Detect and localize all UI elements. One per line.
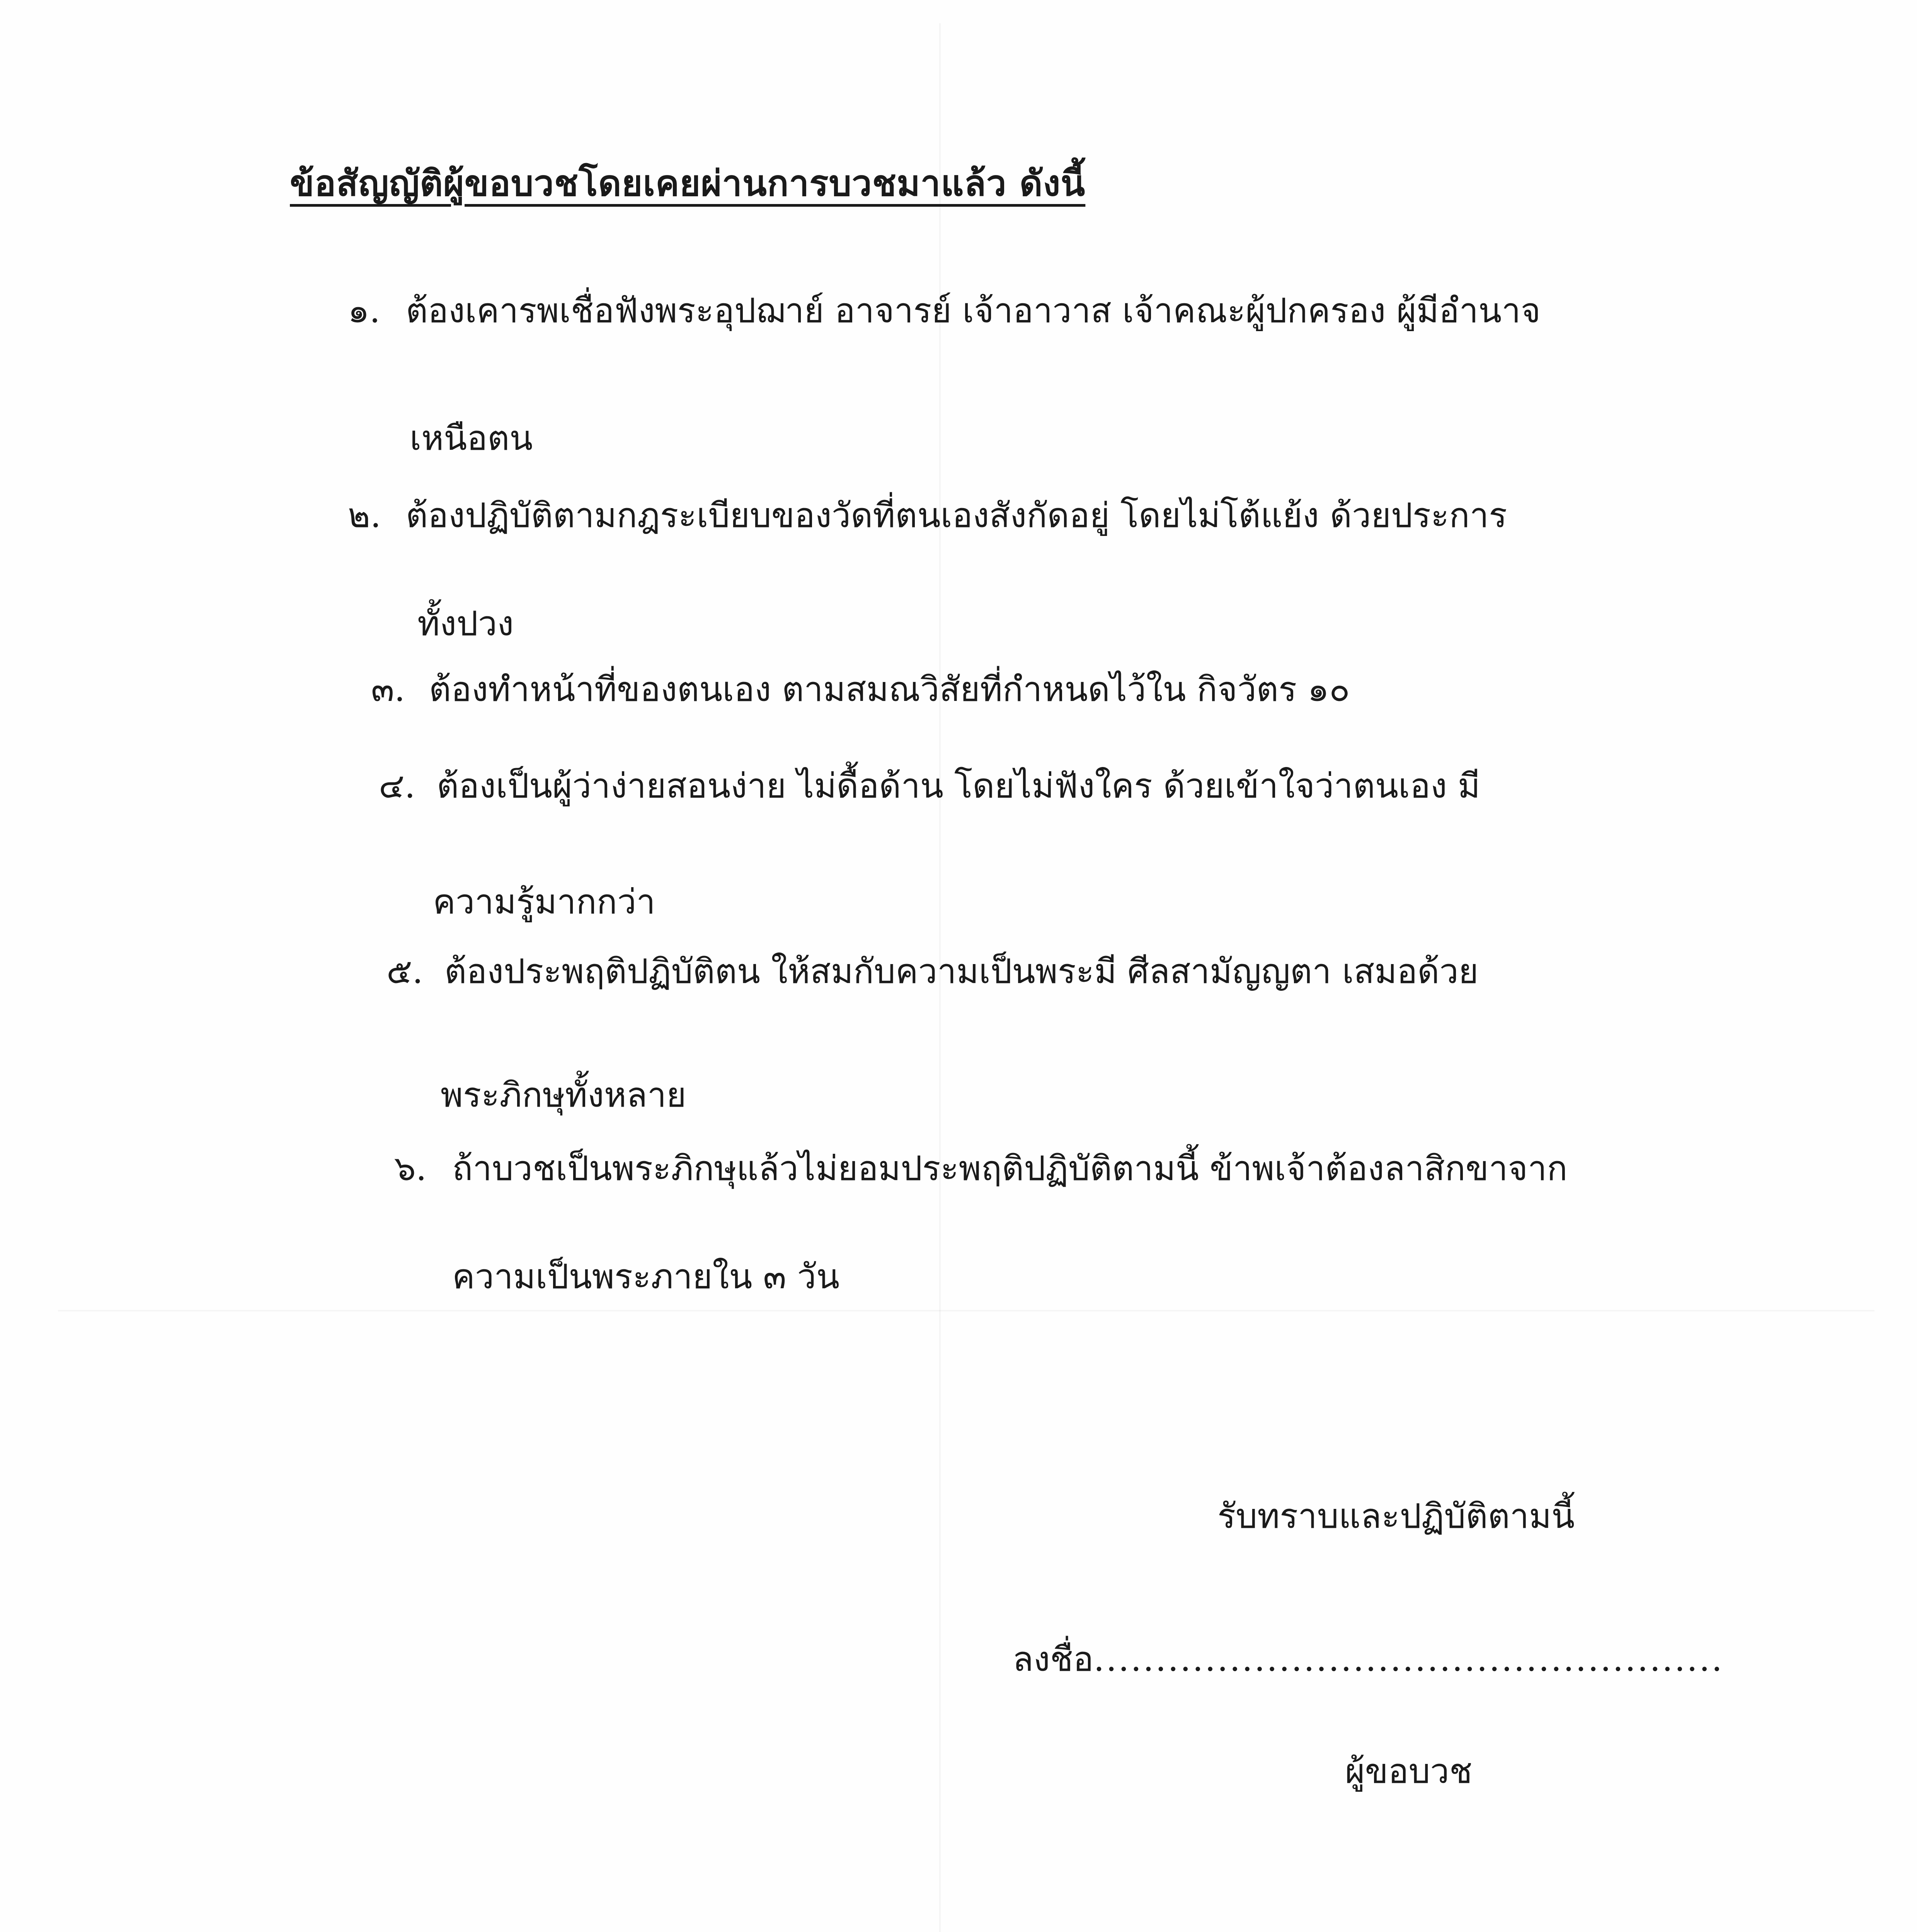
list-item-text: ต้องปฏิบัติตามกฎระเบียบของวัดที่ตนเองสังกัดอยู่ โดยไม่โต้แย้ง ด้วยประการ [406, 495, 1507, 535]
list-item-number: ๔. [379, 766, 415, 806]
signature-label: ลงชื่อ [1013, 1639, 1094, 1679]
list-item-text: ต้องเคารพเชื่อฟังพระอุปฌาย์ อาจารย์ เจ้าอาวาส เจ้าคณะผู้ปกครอง ผู้มีอำนาจ [406, 291, 1541, 330]
acknowledgement-text: รับทราบและปฏิบัติตามนี้ [1217, 1496, 1575, 1536]
list-item-text: ต้องเป็นผู้ว่าง่ายสอนง่าย ไม่ดื้อด้าน โดยไม่ฟังใคร ด้วยเข้าใจว่าตนเอง มี [437, 766, 1480, 806]
document-title: ข้อสัญญัติผู้ขอบวชโดยเคยผ่านการบวชมาแล้ว ดังนี้ [290, 162, 1086, 204]
list-item-6-line-2: ความเป็นพระภายใน ๓ วัน [452, 1257, 840, 1296]
list-item-4-line-2: ความรู้มากกว่า [433, 882, 655, 922]
list-item-3-line-1 [371, 669, 1350, 709]
list-item-number: ๑. [348, 291, 380, 330]
list-item-5-line-2: พระภิกษุทั้งหลาย [441, 1075, 686, 1115]
list-item-number: ๓. [371, 669, 405, 709]
list-item-1-line-2: เหนือตน [410, 418, 533, 458]
list-item-number: ๒. [348, 495, 381, 535]
list-item-number: ๕. [386, 951, 423, 991]
list-item-text: ต้องประพฤติปฏิบัติตน ให้สมกับความเป็นพระมี ศีลสามัญญตา เสมอด้วย [444, 951, 1479, 991]
list-item-2-line-2: ทั้งปวง [417, 604, 514, 643]
list-item-text: ถ้าบวชเป็นพระภิกษุแล้วไม่ยอมประพฤติปฏิบัติตามนี้ ข้าพเจ้าต้องลาสิกขาจาก [452, 1148, 1568, 1188]
list-item-4-line-1 [379, 766, 1480, 806]
list-item-2-line-1 [348, 495, 1507, 535]
signature-dots: ................................................... [1093, 1639, 1724, 1679]
signature-role-applicant: ผู้ขอบวช [1345, 1751, 1473, 1791]
list-item-number: ๖. [394, 1148, 427, 1188]
list-item-6-line-1 [394, 1148, 1568, 1188]
paper-crease [58, 1310, 1874, 1311]
list-item-text: ต้องทำหน้าที่ของตนเอง ตามสมณวิสัยที่กำหนดไว้ใน กิจวัตร ๑๐ [429, 669, 1350, 709]
signature-line-applicant [1013, 1639, 1724, 1679]
list-item-5-line-1 [386, 951, 1479, 991]
list-item-1-line-1 [348, 291, 1541, 330]
